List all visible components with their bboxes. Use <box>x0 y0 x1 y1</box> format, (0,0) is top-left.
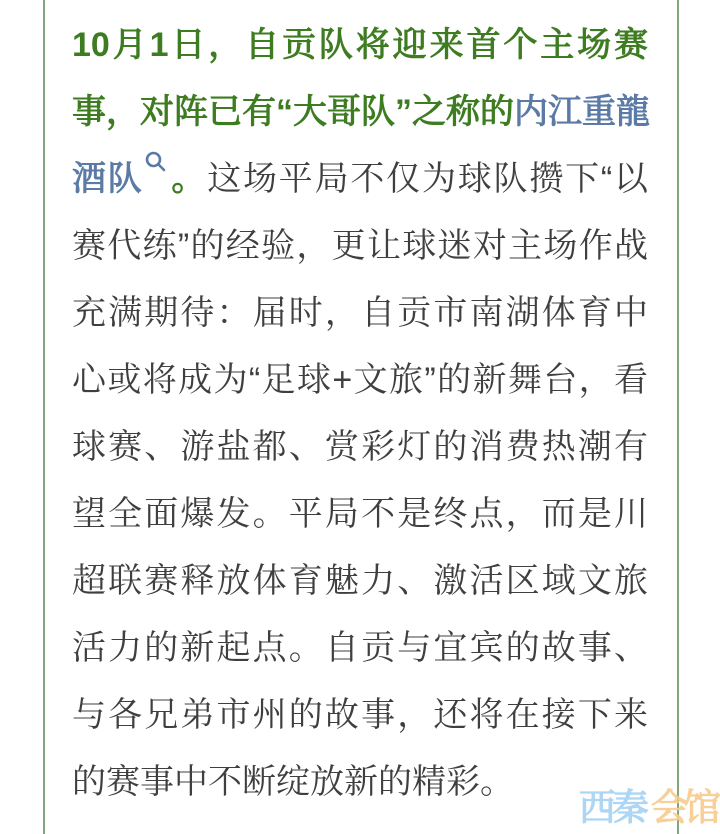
article-line <box>72 146 648 213</box>
article-line <box>72 79 648 146</box>
article-line <box>72 481 648 548</box>
body-text: 的赛事中不断绽放新的精彩。 <box>72 763 514 801</box>
body-text: 这场平局不仅为球队攒下“以 <box>207 160 649 198</box>
heading-text: 。 <box>169 160 208 198</box>
body-text: 与各兄弟市州的故事，还将在接下来 <box>72 696 648 734</box>
body-text: 心或将成为“足球+文旅”的新舞台，看 <box>72 361 648 399</box>
team-link[interactable]: 内江重龍 <box>514 93 650 131</box>
article-line <box>72 213 648 280</box>
article-line <box>72 12 648 79</box>
body-text: 超联赛释放体育魅力、激活区域文旅 <box>72 562 648 600</box>
watermark-text-blue: 西秦 <box>578 787 645 828</box>
body-text: 充满期待：届时，自贡市南湖体育中 <box>72 294 648 332</box>
watermark <box>579 777 717 831</box>
search-icon[interactable] <box>144 150 170 174</box>
frame-line-right <box>677 0 679 834</box>
heading-text: 10月1日，自贡队将迎来首个主场赛 <box>72 26 648 64</box>
body-text: 望全面爆发。平局不是终点，而是川 <box>72 495 648 533</box>
article-line <box>72 615 648 682</box>
body-text: 活力的新起点。自贡与宜宾的故事、 <box>72 629 648 667</box>
article-line <box>72 280 648 347</box>
frame-line-left <box>43 0 45 834</box>
body-text: 球赛、游盐都、赏彩灯的消费热潮有 <box>72 428 648 466</box>
article-line <box>72 749 648 816</box>
article-line <box>72 548 648 615</box>
article-line <box>72 347 648 414</box>
team-link[interactable]: 酒队 <box>72 160 144 198</box>
article-line <box>72 682 648 749</box>
heading-text: 事，对阵已有“大哥队”之称的 <box>72 93 514 131</box>
article-body <box>72 12 648 816</box>
article-line <box>72 414 648 481</box>
watermark-text-orange: 会馆 <box>651 787 717 828</box>
body-text: 赛代练”的经验，更让球迷对主场作战 <box>72 227 648 265</box>
